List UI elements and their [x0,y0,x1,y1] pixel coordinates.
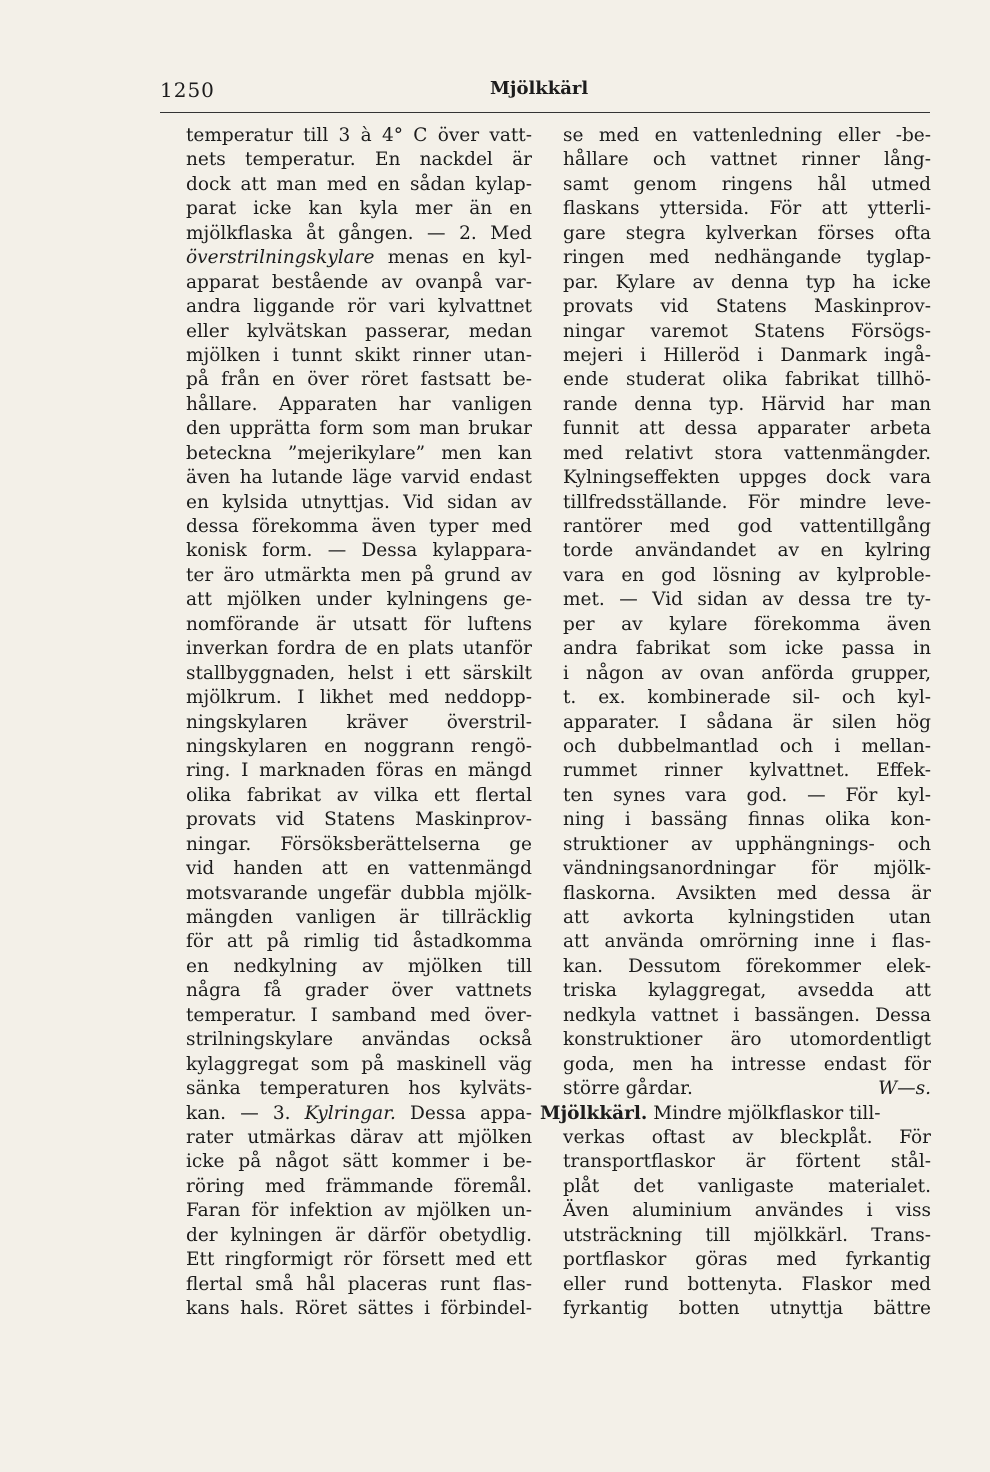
text-line: fyrkantig botten utnyttja bättre [563,1298,931,1319]
text-line: några få grader över vattnets [186,980,532,1002]
text-line: ningar. Försöksberättelserna ge [186,833,532,855]
text-line: en kylsida utnyttjas. Vid sidan av [186,491,532,513]
text-line: parat icke kan kyla mer än en [186,198,532,220]
left-column [186,124,532,1321]
text-line: tillfredsställande. För mindre leve- [563,491,931,513]
text-line: konisk form. — Dessa kylappara- [186,540,532,562]
text-line: ningar varemot Statens Försögs- [563,320,931,342]
text-line: vändningsanordningar för mjölk- [563,858,931,880]
text-line: olika fabrikat av vilka ett flertal [186,784,532,806]
text-line: transportflaskor är förtent stål- [563,1151,931,1173]
text-line: provats vid Statens Maskinprov- [186,809,532,831]
page-number: 1250 [160,78,215,102]
text-line: kylaggregat som på maskinell väg [186,1053,532,1075]
text-line: strilningskylare användas också [186,1029,532,1051]
text-line: nets temperatur. En nackdel är [186,149,532,171]
text-line: par. Kylare av denna typ ha icke [563,271,931,293]
text-line: der kylningen är därför obetydlig. [186,1224,532,1246]
text-line: per av kylare förekomma även [563,613,931,635]
text-line: att använda omrörning inne i flas- [563,931,931,953]
text-line: andra fabrikat som icke passa in [563,638,931,660]
text-line: samt genom ringens hål utmed [563,173,931,195]
text-line: ende studerat olika fabrikat tillhö- [563,369,931,391]
text-line: flaskorna. Avsikten med dessa är [563,882,931,904]
text-line: apparat bestående av ovanpå var- [186,271,532,293]
text-line: vara en god lösning av kylproble- [563,564,931,586]
entry-first-text: Mindre mjölkflaskor till- [653,1102,881,1124]
text-line: temperatur. I samband med över- [186,1004,532,1026]
text-line: rande denna typ. Härvid har man [563,393,931,415]
text-line: Även aluminium användes i viss [563,1200,931,1222]
text-line: se med en vattenledning eller -be- [563,125,931,146]
text-line: struktioner av upphängnings- och [563,833,931,855]
text-line: Kylningseffekten uppges dock vara [563,467,931,489]
text-line: t. ex. kombinerade sil- och kyl- [563,687,931,709]
text-line: mejeri i Hilleröd i Danmark ingå- [563,344,931,366]
text-line: att mjölken under kylningens ge- [186,589,532,611]
text-line: kans hals. Röret sättes i förbindel- [186,1298,532,1319]
text-line: kan. — 3. Kylringar. Dessa appa- [186,1102,533,1124]
text-line: ring. I marknaden föras en mängd [186,760,532,782]
text-line: temperatur till 3 à 4° C över vatt- [186,125,532,146]
right-column [540,124,931,1321]
text-line: röring med främmande föremål. [186,1175,532,1197]
text-line: eller kylvätskan passerar, medan [186,320,532,342]
running-title: Mjölkkärl [490,78,589,99]
text-line: ningskylaren kräver överstril- [186,711,532,733]
text-line: mjölken i tunnt skikt rinner utan- [186,344,532,366]
text-line: torde användandet av en kylring [563,540,931,562]
text-line: flaskans yttersida. För att ytterli- [563,198,931,220]
text-line: provats vid Statens Maskinprov- [563,296,931,318]
header-rule [160,112,930,113]
text-line: mängden vanligen är tillräcklig [186,907,532,928]
text-line: på från en över röret fastsatt be- [186,369,532,391]
text-line: rantörer med god vattentillgång [563,516,931,537]
text-line: även ha lutande läge varvid endast [186,467,532,489]
entry-first-line [540,1102,931,1126]
text-line: portflaskor göras med fyrkantig [563,1249,931,1271]
text-line: den upprätta form som man brukar [186,418,532,440]
text-line [563,1077,931,1101]
text-line: beteckna ”mejerikylare” men kan [186,442,532,464]
text-line: för att på rimlig tid åstadkomma [186,931,532,953]
text-line: dessa förekomma även typer med [186,516,532,537]
text-line: met. — Vid sidan av dessa tre ty- [563,589,931,611]
text-line: att avkorta kylningstiden utan [563,907,931,928]
text-line: hållare. Apparaten har vanligen [186,393,532,415]
text-line: ten synes vara god. — För kyl- [563,784,931,806]
text-line: andra liggande rör vari kylvattnet [186,296,532,318]
text-line: stallbyggnaden, helst i ett särskilt [186,662,532,684]
text-line: med relativt stora vattenmängder. [563,442,931,464]
text-line: plåt det vanligaste materialet. [563,1175,931,1197]
text-line: ringen med nedhängande tyglap- [563,247,931,269]
text-line: rater utmärkas därav att mjölken [186,1126,532,1148]
text-line: utsträckning till mjölkkärl. Trans- [563,1224,931,1246]
text-line: Faran för infektion av mjölken un- [186,1200,532,1222]
text-line: funnit att dessa apparater arbeta [563,418,931,440]
text-line: motsvarande ungefär dubbla mjölk- [186,882,532,904]
text-line: verkas oftast av bleckplåt. För [563,1126,931,1148]
last-sentence: större gårdar. [563,1078,693,1100]
text-line: inverkan fordra de en plats utanför [186,638,532,660]
text-line: ning i bassäng finnas olika kon- [563,809,931,831]
text-line: i någon av ovan anförda grupper, [563,662,931,684]
text-line: nedkyla vattnet i bassängen. Dessa [563,1004,931,1026]
text-line: apparater. I sådana är silen hög [563,711,931,733]
text-line: flertal små hål placeras runt flas- [186,1273,532,1295]
text-line: kan. Dessutom förekommer elek- [563,955,931,977]
text-line: goda, men ha intresse endast för [563,1053,931,1075]
text-line: triska kylaggregat, avsedda att [563,980,931,1002]
text-line: ningskylaren en noggrann rengö- [186,735,532,757]
text-line: ter äro utmärkta men på grund av [186,564,532,586]
text-line: icke på något sätt kommer i be- [186,1151,532,1173]
text-line: Ett ringformigt rör försett med ett [186,1249,532,1271]
text-line: en nedkylning av mjölken till [186,955,532,977]
text-line: hållare och vattnet rinner lång- [563,149,931,171]
author-signature: W—s. [878,1078,931,1100]
text-line: sänka temperaturen hos kylväts- [186,1078,532,1100]
text-line: överstrilningskylare menas en kyl- [186,247,532,269]
text-line: mjölkflaska åt gången. — 2. Med [186,222,532,244]
text-line: och dubbelmantlad och i mellan- [563,735,931,757]
text-line: vid handen att en vattenmängd [186,858,532,880]
text-line: dock att man med en sådan kylap- [186,173,532,195]
text-line: nomförande är utsatt för luftens [186,613,532,635]
text-line: eller rund bottenyta. Flaskor med [563,1273,931,1295]
entry-headword: Mjölkkärl. [540,1102,648,1124]
text-line: gare stegra kylverkan förses ofta [563,222,931,244]
text-line: konstruktioner äro utomordentligt [563,1029,931,1051]
text-line: rummet rinner kylvattnet. Effek- [563,760,931,782]
text-line: mjölkrum. I likhet med neddopp- [186,687,532,709]
